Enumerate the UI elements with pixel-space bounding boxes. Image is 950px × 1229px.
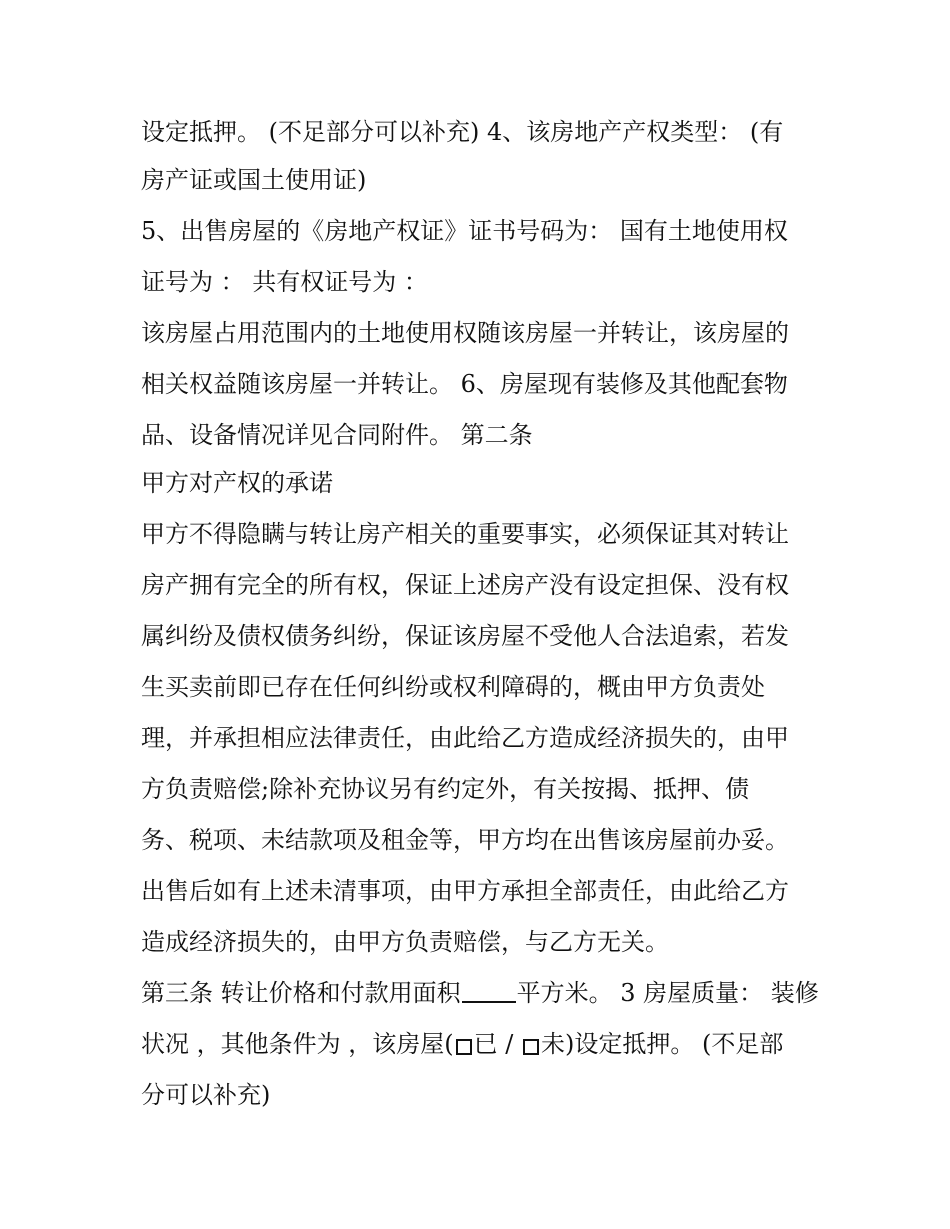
text-line: 证号为 ： 共有权证号为 ：	[141, 268, 428, 296]
text-line: 房产证或国土使用证)	[141, 166, 367, 194]
text-line: 方负责赔偿;除补充协议另有约定外，有关按揭、抵押、债	[141, 775, 750, 803]
text-line: 造成经济损失的，由甲方负责赔偿，与乙方无关。	[141, 928, 669, 956]
text-line: 生买卖前即已存在任何纠纷或权利障碍的，概由甲方负责处	[141, 673, 765, 701]
text-line: 属纠纷及债权债务纠纷，保证该房屋不受他人合法追索，若发	[141, 622, 789, 650]
text-line: 该房屋占用范围内的土地使用权随该房屋一并转让，该房屋的	[141, 319, 789, 347]
text-line: 房产拥有完全的所有权，保证上述房产没有设定担保、没有权	[141, 571, 789, 599]
not-mortgaged-checkbox	[523, 1039, 539, 1055]
condition-text: 状况 ，其他条件为 ，该房屋(	[141, 1030, 454, 1058]
mortgaged-label: 已 /	[473, 1030, 521, 1058]
text-line: 出售后如有上述未清事项，由甲方承担全部责任，由此给乙方	[141, 877, 789, 905]
text-line-price	[141, 977, 821, 1009]
section-heading: 甲方对产权的承诺	[141, 469, 333, 497]
quality-clause-text: 平方米。 3 房屋质量： 装修	[516, 979, 819, 1007]
text-line: 甲方不得隐瞒与转让房产相关的重要事实，必须保证其对转让	[141, 520, 789, 548]
mortgage-clause-text: 未)设定抵押。 (不足部	[540, 1030, 784, 1058]
text-line: 品、设备情况详见合同附件。 第二条	[141, 421, 533, 449]
area-blank-field	[462, 979, 516, 1003]
text-line: 务、税项、未结款项及租金等，甲方均在出售该房屋前办妥。	[141, 826, 789, 854]
mortgaged-checkbox	[456, 1039, 472, 1055]
price-clause-text: 第三条 转让价格和付款用面积	[141, 979, 461, 1007]
text-line: 分可以补充)	[141, 1081, 271, 1109]
text-line: 理，并承担相应法律责任，由此给乙方造成经济损失的，由甲	[141, 724, 789, 752]
text-line: 5、出售房屋的《房地产权证》证书号码为： 国有土地使用权	[141, 217, 788, 245]
text-line-mortgage	[141, 1028, 821, 1060]
text-line: 设定抵押。 (不足部分可以补充) 4、该房地产产权类型： (有	[141, 118, 784, 146]
text-line: 相关权益随该房屋一并转让。 6、房屋现有装修及其他配套物	[141, 370, 788, 398]
